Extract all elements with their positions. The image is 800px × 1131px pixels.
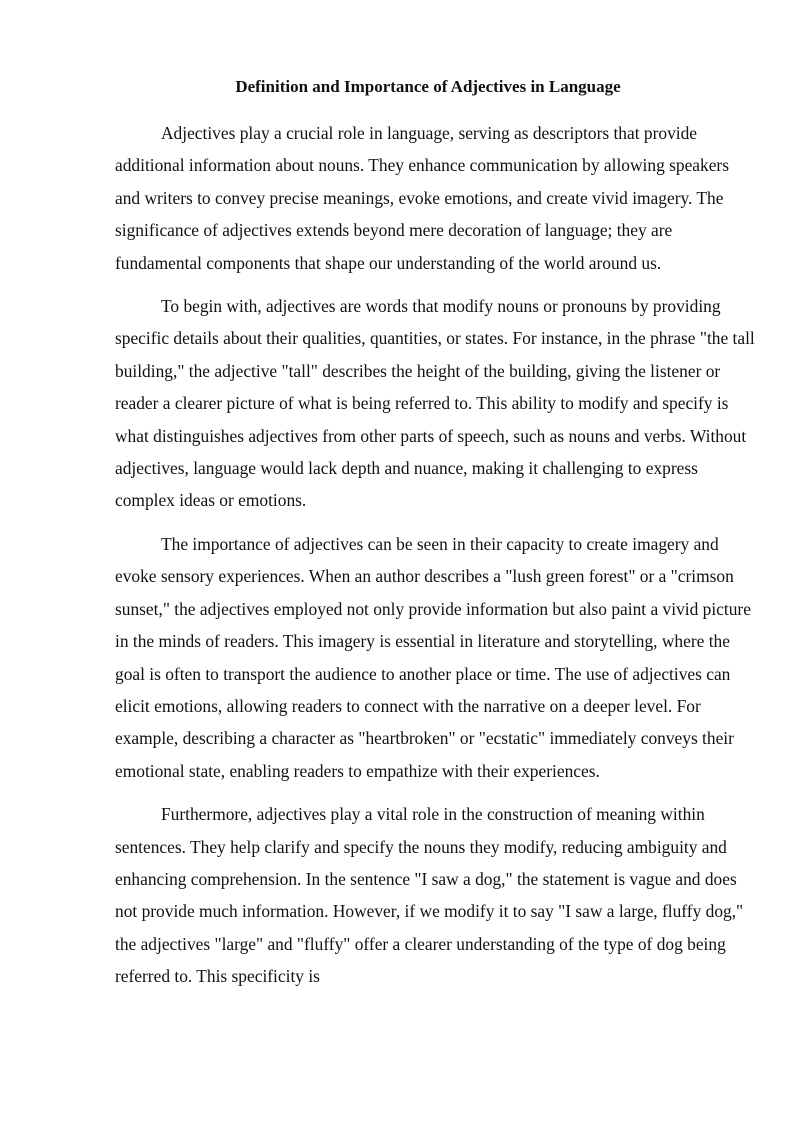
document-body: [115, 117, 755, 1004]
paragraph-3: The importance of adjectives can be seen in their capacity to create imagery and evoke sensory experiences. When an author describes a "lush green forest" or a "crimson sunset," the adjectives employed not only provide information but also paint a vivid picture in the minds of readers. This imagery is essential in literature and storytelling, where the goal is often to transport the audience to another place or time. The use of adjectives can elicit emotions, allowing readers to connect with the narrative on a deeper level. For example, describing a character as "heartbroken" or "ecstatic" immediately conveys their emotional state, enabling readers to empathize with their experiences.: [115, 533, 751, 781]
paragraph-1: Adjectives play a crucial role in language, serving as descriptors that provide additional information about nouns. They enhance communication by allowing speakers and writers to convey precise meanings, evoke emotions, and create vivid imagery. The significance of adjectives extends beyond mere decoration of language; they are fundamental components that shape our understanding of the world around us.: [115, 123, 729, 273]
paragraph-2: To begin with, adjectives are words that modify nouns or pronouns by providing specific details about their qualities, quantities, or states. For instance, in the phrase "the tall building," the adjective "tall" describes the height of the building, giving the listener or reader a clearer picture of what is being referred to. This ability to modify and specify is what distinguishes adjectives from other parts of speech, such as nouns and verbs. Without adjectives, language would lack depth and nuance, making it challenging to express complex ideas or emotions.: [115, 296, 755, 511]
document-title: Definition and Importance of Adjectives in Language: [235, 77, 621, 96]
paragraph-4: Furthermore, adjectives play a vital role in the construction of meaning within sentences. They help clarify and specify the nouns they modify, reducing ambiguity and enhancing comprehension. In the sentence "I saw a dog," the statement is vague and does not provide much information. However, if we modify it to say "I saw a large, fluffy dog," the adjectives "large" and "fluffy" offer a clearer understanding of the type of dog being referred to. This specificity is: [115, 804, 744, 987]
